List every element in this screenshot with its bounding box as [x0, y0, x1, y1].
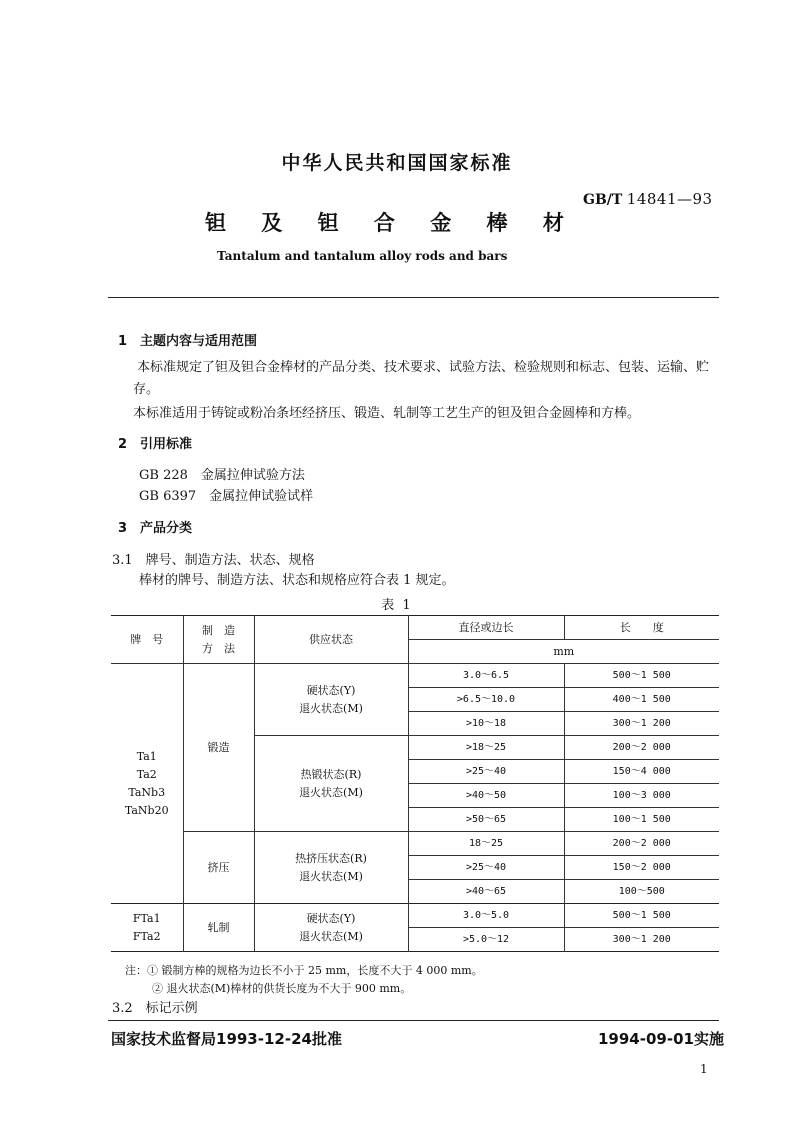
length-cell: 100～1 500 [564, 808, 719, 832]
approval-date: 国家技术监督局1993-12-24批准 [111, 1030, 342, 1048]
diameter-cell: >6.5～10.0 [408, 688, 564, 712]
diameter-cell: >5.0～12 [408, 928, 564, 952]
footer-divider [108, 1020, 719, 1021]
diameter-cell: 3.0～5.0 [408, 904, 564, 928]
section1-heading: 1 主题内容与适用范围 [118, 334, 258, 349]
section2-heading: 2 引用标准 [118, 437, 193, 452]
effective-date: 1994-09-01实施 [598, 1030, 724, 1048]
national-standard-heading: 中华人民共和国国家标准 [281, 152, 513, 174]
header-grade: 牌 号 [130, 632, 164, 646]
length-cell: 300～1 200 [564, 712, 719, 736]
header-unit: mm [408, 640, 719, 664]
grade-group-2: FTa1 FTa2 [111, 904, 183, 952]
section3-heading: 3 产品分类 [118, 521, 193, 536]
length-cell: 300～1 200 [564, 928, 719, 952]
length-cell: 150～2 000 [564, 856, 719, 880]
diameter-cell: >25～40 [408, 856, 564, 880]
header-length: 长 度 [564, 616, 719, 640]
condition-forged-a: 硬状态(Y) 退火状态(M) [254, 664, 408, 736]
header-condition: 供应状态 [254, 616, 408, 664]
table-caption: 表 1 [381, 598, 413, 613]
length-cell: 500～1 500 [564, 664, 719, 688]
condition-extruded: 热挤压状态(R) 退火状态(M) [254, 832, 408, 904]
table-note-2: ② 退火状态(M)棒材的供货长度为不大于 900 mm。 [152, 982, 412, 995]
product-classification-table [111, 615, 719, 952]
reference-item: GB 6397 金属拉伸试验试样 [139, 489, 314, 504]
method-rolled: 轧制 [183, 904, 254, 952]
condition-forged-b: 热锻状态(R) 退火状态(M) [254, 736, 408, 832]
reference-item: GB 228 金属拉伸试验方法 [139, 468, 305, 483]
condition-rolled: 硬状态(Y) 退火状态(M) [254, 904, 408, 952]
header-diameter: 直径或边长 [408, 616, 564, 640]
section1-paragraph1: 本标准规定了钽及钽合金棒材的产品分类、技术要求、试验方法、检验规则和标志、包装、运输、贮存。 [133, 360, 710, 397]
diameter-cell: >18～25 [408, 736, 564, 760]
length-cell: 400～1 500 [564, 688, 719, 712]
diameter-cell: >40～65 [408, 880, 564, 904]
standard-prefix: GB/T [583, 192, 623, 208]
length-cell: 150～4 000 [564, 760, 719, 784]
table-note-1: 注：① 锻制方棒的规格为边长不小于 25 mm，长度不大于 4 000 mm。 [125, 964, 483, 977]
method-extruded: 挤压 [183, 832, 254, 904]
length-cell: 500～1 500 [564, 904, 719, 928]
length-cell: 100～3 000 [564, 784, 719, 808]
diameter-cell: >25～40 [408, 760, 564, 784]
diameter-cell: >10～18 [408, 712, 564, 736]
section1-paragraph2: 本标准适用于铸锭或粉冶条坯经挤压、锻造、轧制等工艺生产的钽及钽合金圆棒和方棒。 [133, 406, 641, 421]
length-cell: 200～2 000 [564, 832, 719, 856]
length-cell: 200～2 000 [564, 736, 719, 760]
grade-group-1: Ta1 Ta2 TaNb3 TaNb20 [111, 664, 183, 904]
diameter-cell: 3.0～6.5 [408, 664, 564, 688]
title-chinese: 钽 及 钽 合 金 棒 材 [205, 211, 578, 235]
diameter-cell: >50～65 [408, 808, 564, 832]
standard-number [583, 190, 713, 208]
section3-1-text: 棒材的牌号、制造方法、状态和规格应符合表 1 规定。 [139, 573, 455, 588]
page-number: 1 [700, 1062, 708, 1076]
header-divider [108, 297, 719, 298]
method-forged: 锻造 [183, 664, 254, 832]
diameter-cell: 18～25 [408, 832, 564, 856]
section3-2-heading: 3.2 标记示例 [112, 1001, 198, 1016]
header-method: 制 造 方 法 [183, 616, 254, 664]
section3-1-heading: 3.1 牌号、制造方法、状态、规格 [112, 553, 315, 568]
length-cell: 100～500 [564, 880, 719, 904]
title-english: Tantalum and tantalum alloy rods and bars [217, 249, 508, 263]
diameter-cell: >40～50 [408, 784, 564, 808]
standard-number-value: 14841—93 [626, 190, 713, 208]
